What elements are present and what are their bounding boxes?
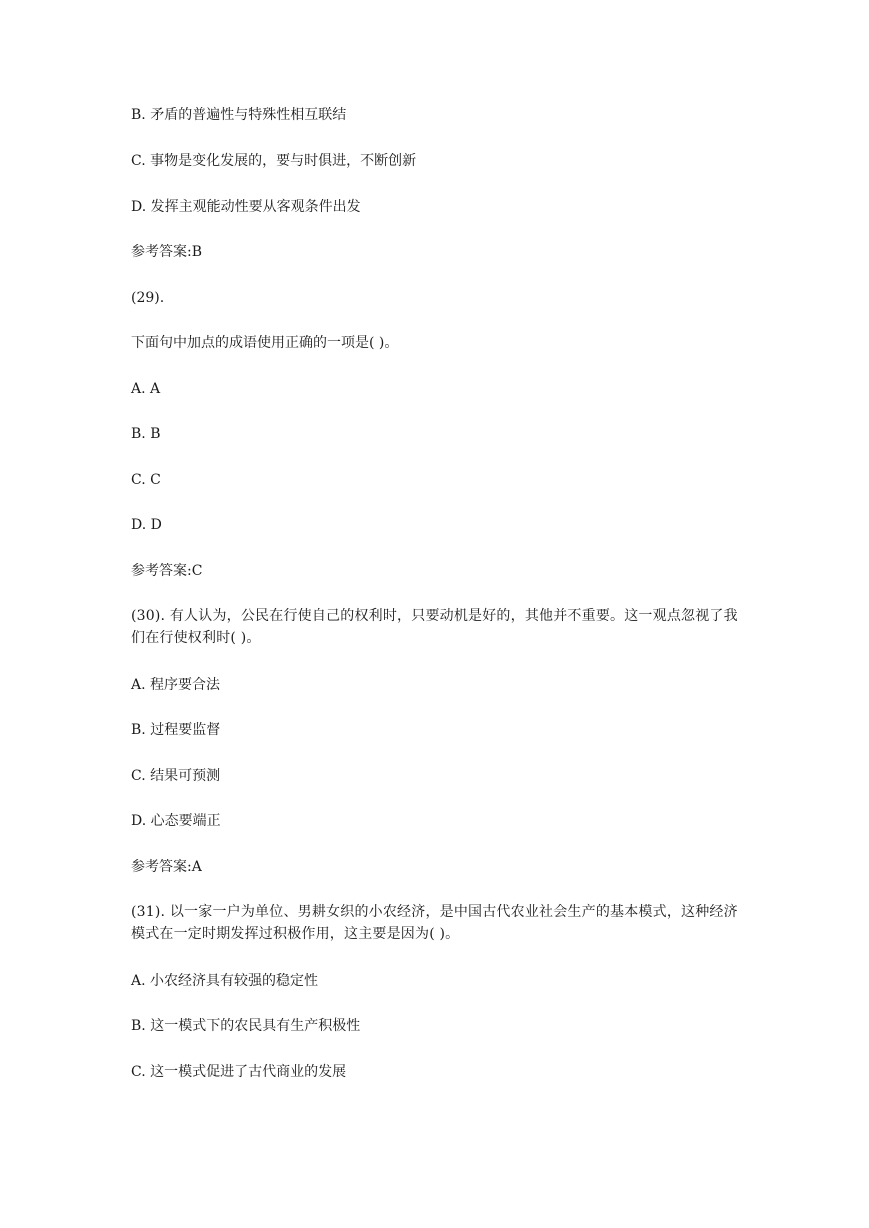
q29-option-d: D. D xyxy=(131,517,162,533)
q29-answer: 参考答案:C xyxy=(131,563,203,579)
q31-option-c: C. 这一模式促进了古代商业的发展 xyxy=(131,1064,347,1080)
q30-option-d: D. 心态要端正 xyxy=(131,813,221,829)
q29-option-b: B. B xyxy=(131,426,161,442)
q28-answer: 参考答案:B xyxy=(131,244,203,260)
q30-stem: (30). 有人认为，公民在行使自己的权利时，只要动机是好的，其他并不重要。这一观点忽视了我们在行使权利时( )。 xyxy=(131,608,738,646)
q28-option-d: D. 发挥主观能动性要从客观条件出发 xyxy=(131,199,361,215)
q30-option-c: C. 结果可预测 xyxy=(131,768,221,784)
q28-option-b: B. 矛盾的普遍性与特殊性相互联结 xyxy=(131,107,347,123)
q29-stem: 下面句中加点的成语使用正确的一项是( )。 xyxy=(131,335,399,351)
q31-option-a: A. 小农经济具有较强的稳定性 xyxy=(131,973,319,989)
q29-number: (29). xyxy=(131,290,165,306)
q30-option-b: B. 过程要监督 xyxy=(131,722,221,738)
q31-option-b: B. 这一模式下的农民具有生产积极性 xyxy=(131,1018,361,1034)
q31-stem: (31). 以一家一户为单位、男耕女织的小农经济，是中国古代农业社会生产的基本模式，这种经济模式在一定时期发挥过积极作用，这主要是因为( )。 xyxy=(131,904,738,942)
q29-option-c: C. C xyxy=(131,472,161,488)
q30-option-a: A. 程序要合法 xyxy=(131,677,221,693)
q29-option-a: A. A xyxy=(131,381,161,397)
q30-answer: 参考答案:A xyxy=(131,859,202,875)
q28-option-c: C. 事物是变化发展的，要与时俱进，不断创新 xyxy=(131,153,417,169)
